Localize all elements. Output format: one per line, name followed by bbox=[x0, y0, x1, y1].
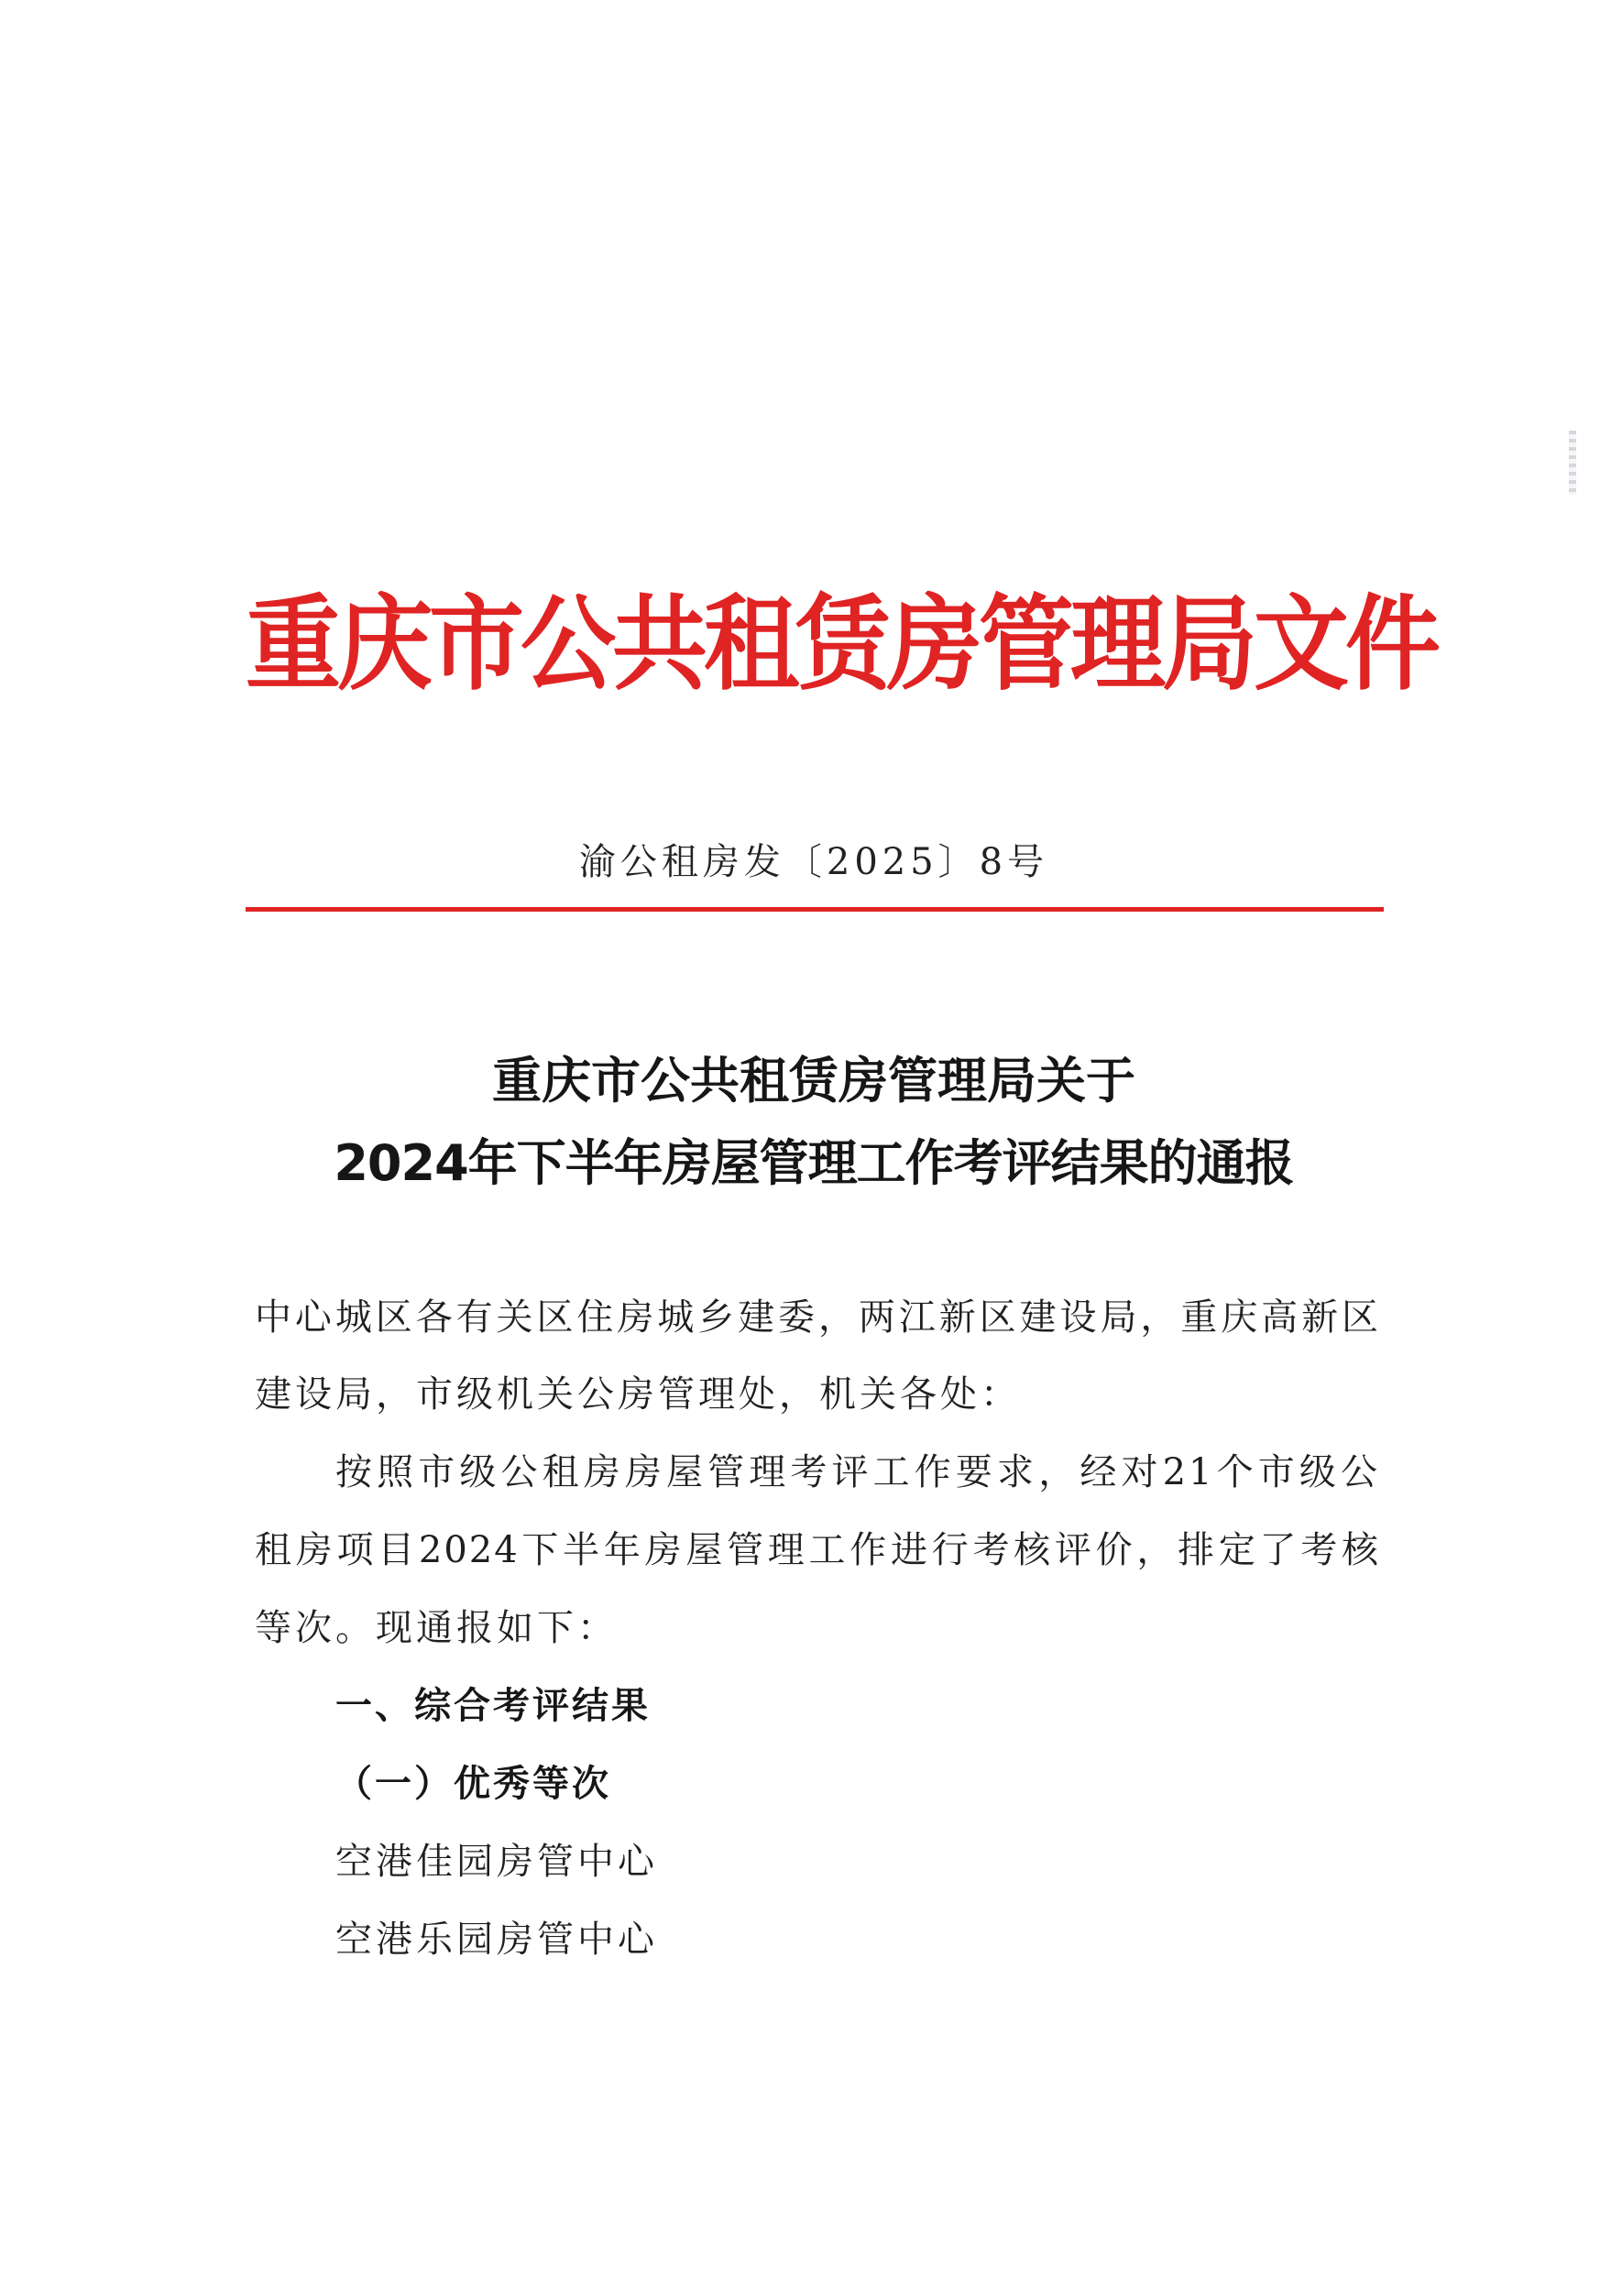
body-paragraph-line-3: 等次。现通报如下： bbox=[255, 1607, 618, 1649]
addressee-line-1: 中心城区各有关区住房城乡建委，两江新区建设局，重庆高新区 bbox=[255, 1296, 1380, 1339]
section-subheading: （一）优秀等次 bbox=[335, 1763, 611, 1805]
body-paragraph-line-1: 按照市级公租房房屋管理考评工作要求，经对21个市级公 bbox=[335, 1451, 1380, 1493]
red-divider bbox=[246, 907, 1384, 912]
document-title-line-1: 重庆市公共租赁房管理局关于 bbox=[492, 1052, 1135, 1110]
scan-artifact bbox=[1569, 431, 1576, 495]
document-title-line-2: 2024年下半年房屋管理工作考评结果的通报 bbox=[334, 1134, 1294, 1192]
document-number: 渝公租房发〔2025〕8号 bbox=[578, 841, 1049, 883]
addressee-line-2: 建设局，市级机关公房管理处，机关各处： bbox=[255, 1373, 1021, 1416]
body-paragraph-line-2: 租房项目2024下半年房屋管理工作进行考核评价，排定了考核 bbox=[255, 1529, 1380, 1571]
list-item: 空港乐园房管中心 bbox=[335, 1919, 658, 1961]
section-heading: 一、综合考评结果 bbox=[335, 1685, 651, 1727]
masthead-title: 重庆市公共租赁房管理局文件 bbox=[246, 584, 1438, 705]
list-item: 空港佳园房管中心 bbox=[335, 1841, 658, 1883]
